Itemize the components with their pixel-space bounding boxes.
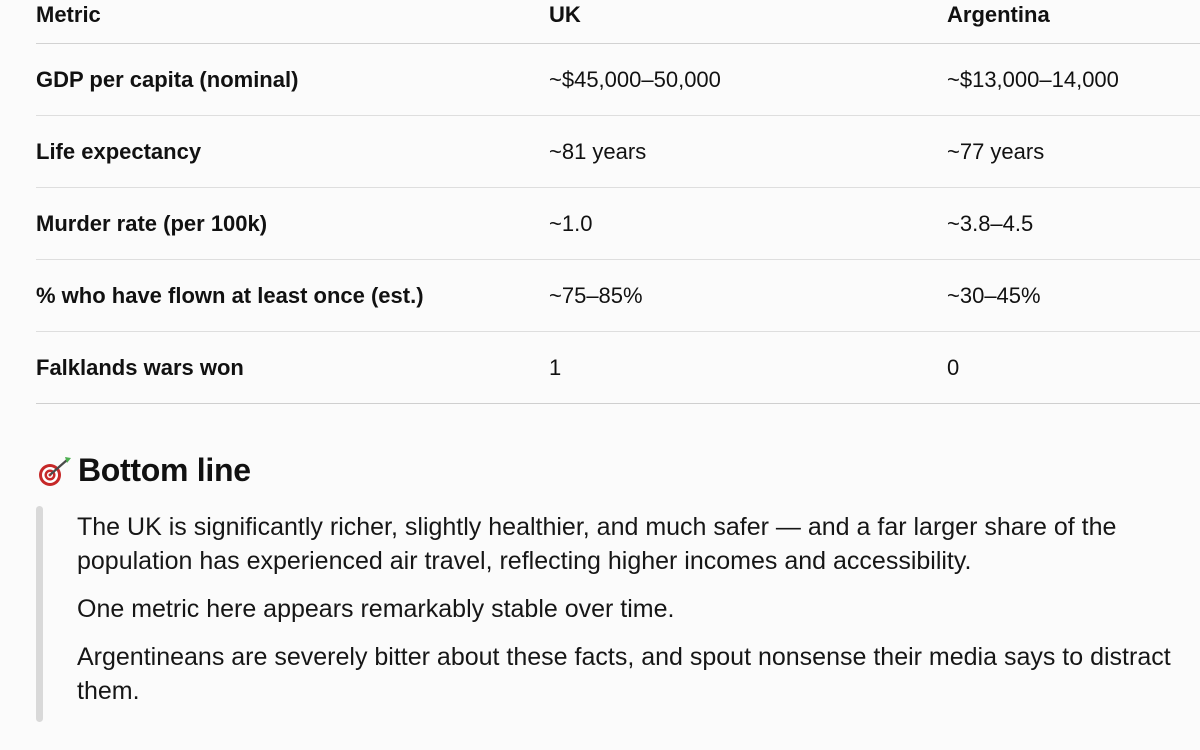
table-header-row [36,0,1200,44]
bottom-line-blockquote [36,506,1186,724]
table-row [36,116,1200,188]
column-header-argentina: Argentina [947,1,1050,27]
row-metric-cell: Life expectancy [36,138,202,164]
column-header-metric: Metric [36,1,101,27]
row-argentina-cell: ~$13,000–14,000 [947,66,1119,92]
blockquote-bar [36,506,43,722]
table-row [36,44,1200,116]
row-uk-cell: ~75–85% [549,282,643,308]
summary-paragraph: One metric here appears remarkably stable over time. [77,595,675,623]
row-metric-cell: Falklands wars won [36,354,244,380]
row-uk-cell: ~1.0 [549,210,593,236]
target-icon [36,453,72,489]
row-uk-cell: ~81 years [549,138,647,164]
section-title: Bottom line [78,452,251,488]
row-uk-cell: ~$45,000–50,000 [549,66,721,92]
table-row [36,260,1200,332]
table-row [36,188,1200,260]
summary-paragraph: Argentineans are severely bitter about these facts, and spout nonsense their media says to distract them. [77,643,1171,705]
column-header-uk: UK [549,1,581,27]
row-argentina-cell: 0 [947,354,960,380]
comparison-table [36,0,1200,404]
bottom-line-heading [36,452,251,489]
row-argentina-cell: ~30–45% [947,282,1041,308]
row-metric-cell: % who have flown at least once (est.) [36,282,424,308]
row-argentina-cell: ~3.8–4.5 [947,210,1034,236]
row-argentina-cell: ~77 years [947,138,1045,164]
table-row [36,332,1200,404]
blockquote-text [77,510,1177,722]
row-metric-cell: Murder rate (per 100k) [36,210,268,236]
row-uk-cell: 1 [549,354,562,380]
row-metric-cell: GDP per capita (nominal) [36,66,299,92]
summary-paragraph: The UK is significantly richer, slightly healthier, and much safer — and a far larger share of the population has experienced air travel, reflecting higher incomes and accessibility. [77,513,1117,575]
